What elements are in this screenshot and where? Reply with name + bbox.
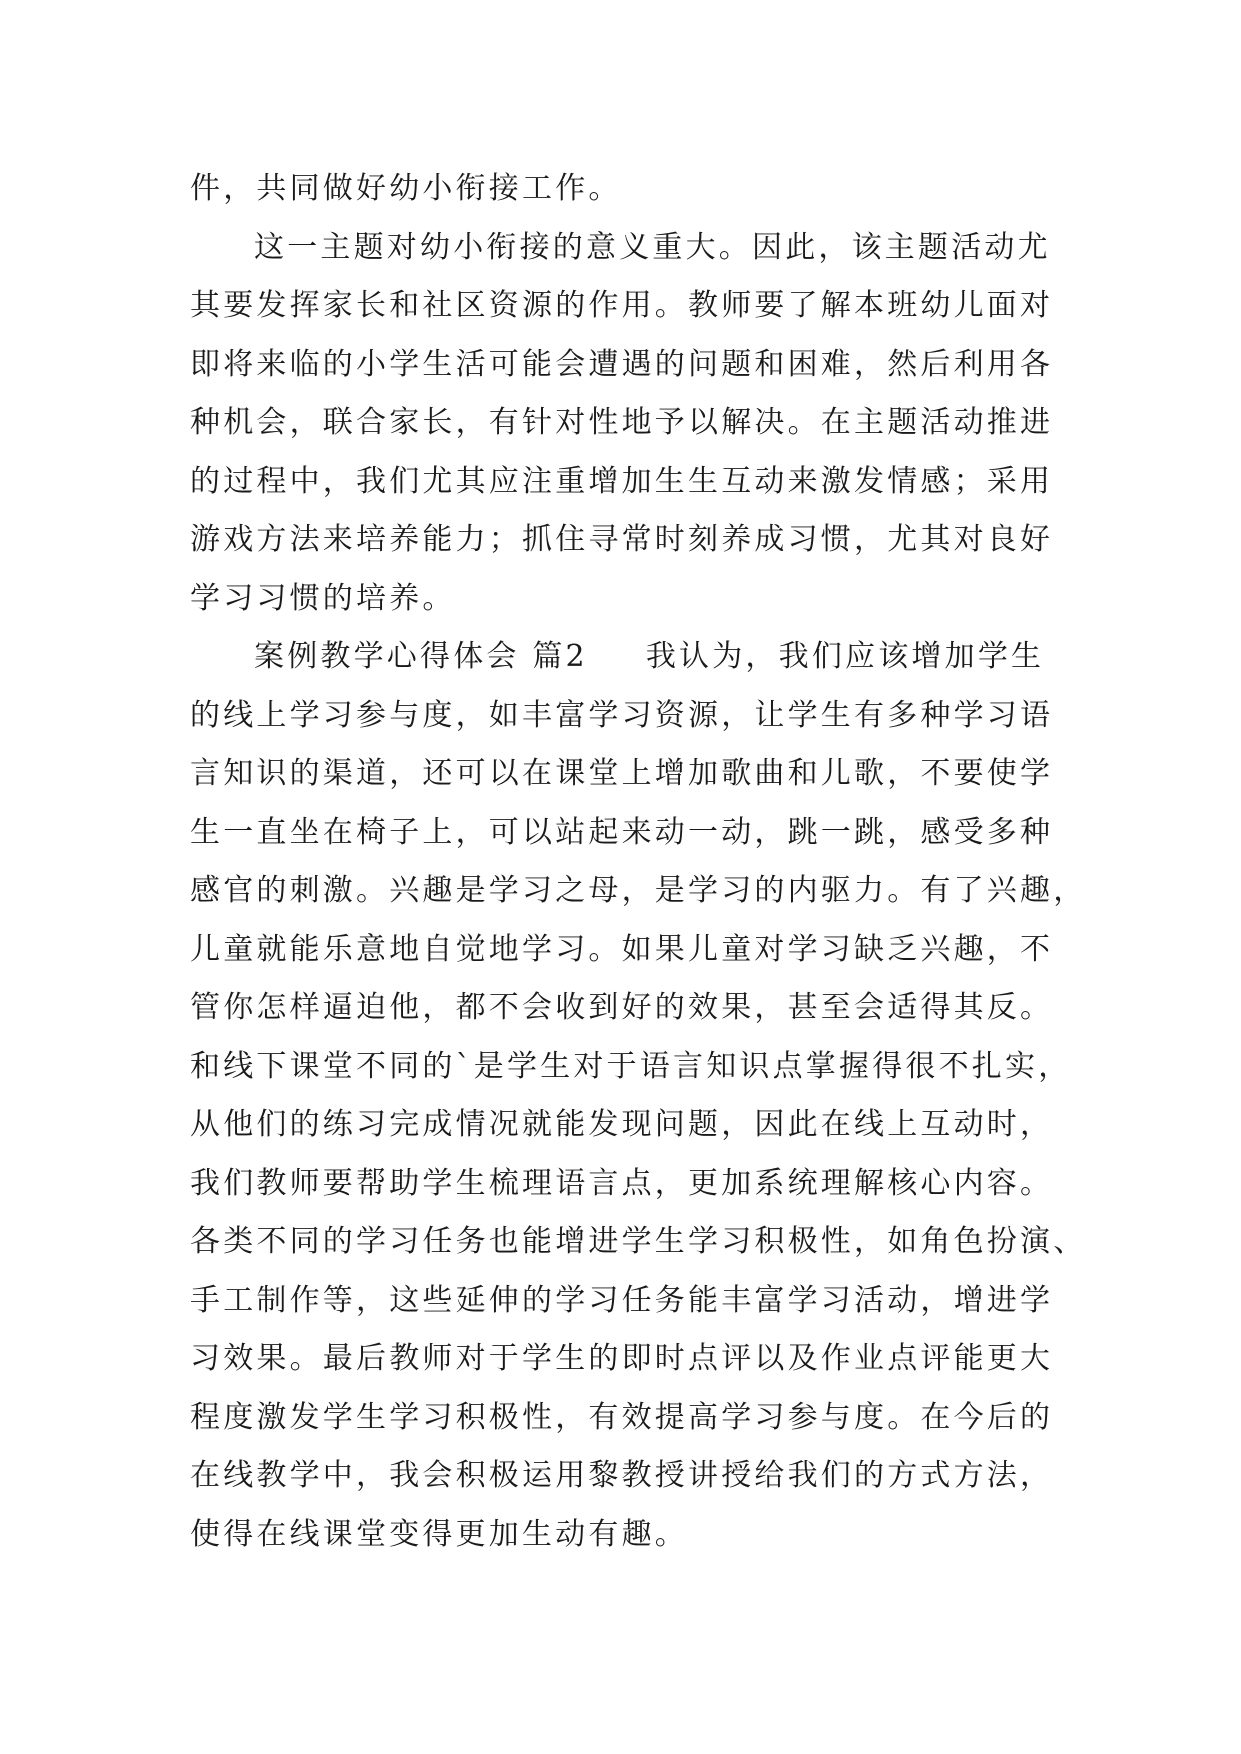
text-line: 其要发挥家长和社区资源的作用。教师要了解本班幼儿面对	[190, 288, 1054, 323]
text-line: 我们教师要帮助学生梳理语言点，更加系统理解核心内容。	[190, 1165, 1054, 1201]
text-line: 生一直坐在椅子上，可以站起来动一动，跳一跳，感受多种	[190, 814, 1054, 850]
text-line: 和线下课堂不同的`是学生对于语言知识点掌握得很不扎实，	[190, 1048, 1072, 1084]
text-line: 各类不同的学习任务也能增进学生学习积极性，如角色扮演、	[190, 1224, 1087, 1259]
text-line: 习效果。最后教师对于学生的即时点评以及作业点评能更大	[190, 1341, 1054, 1376]
text-line: 在线教学中，我会积极运用黎教授讲授给我们的方式方法，	[190, 1458, 1054, 1493]
text-line: 我认为，我们应该增加学生	[645, 639, 1045, 674]
text-line: 儿童就能乐意地自觉地学习。如果儿童对学习缺乏兴趣，不	[190, 931, 1054, 967]
section-heading: 案例教学心得体会 篇2	[254, 639, 588, 674]
text-line: 使得在线课堂变得更加生动有趣。	[190, 1516, 688, 1552]
text-line: 的过程中，我们尤其应注重增加生生互动来激发情感；采用	[190, 463, 1054, 499]
text-line: 件，共同做好幼小衔接工作。	[190, 171, 622, 206]
text-line: 管你怎样逼迫他，都不会收到好的效果，甚至会适得其反。	[190, 990, 1054, 1025]
text-line: 感官的刺激。兴趣是学习之母，是学习的内驱力。有了兴趣，	[190, 873, 1087, 908]
text-line: 手工制作等，这些延伸的学习任务能丰富学习活动，增进学	[190, 1282, 1054, 1318]
text-line: 言知识的渠道，还可以在课堂上增加歌曲和儿歌，不要使学	[190, 756, 1054, 791]
text-line: 种机会，联合家长，有针对性地予以解决。在主题活动推进	[190, 405, 1054, 440]
text-line: 从他们的练习完成情况就能发现问题，因此在线上互动时，	[190, 1107, 1054, 1142]
text-line: 学习习惯的培养。	[190, 580, 456, 616]
text-line: 的线上学习参与度，如丰富学习资源，让学生有多种学习语	[190, 697, 1054, 733]
text-line: 游戏方法来培养能力；抓住寻常时刻养成习惯，尤其对良好	[190, 522, 1054, 557]
document-body	[190, 160, 1087, 1564]
section-heading-line	[190, 628, 1050, 687]
text-line: 程度激发学生学习积极性，有效提高学习参与度。在今后的	[190, 1399, 1054, 1435]
text-line: 即将来临的小学生活可能会遭遇的问题和困难，然后利用各	[190, 346, 1054, 382]
text-line: 这一主题对幼小衔接的意义重大。因此，该主题活动尤	[254, 229, 1051, 265]
